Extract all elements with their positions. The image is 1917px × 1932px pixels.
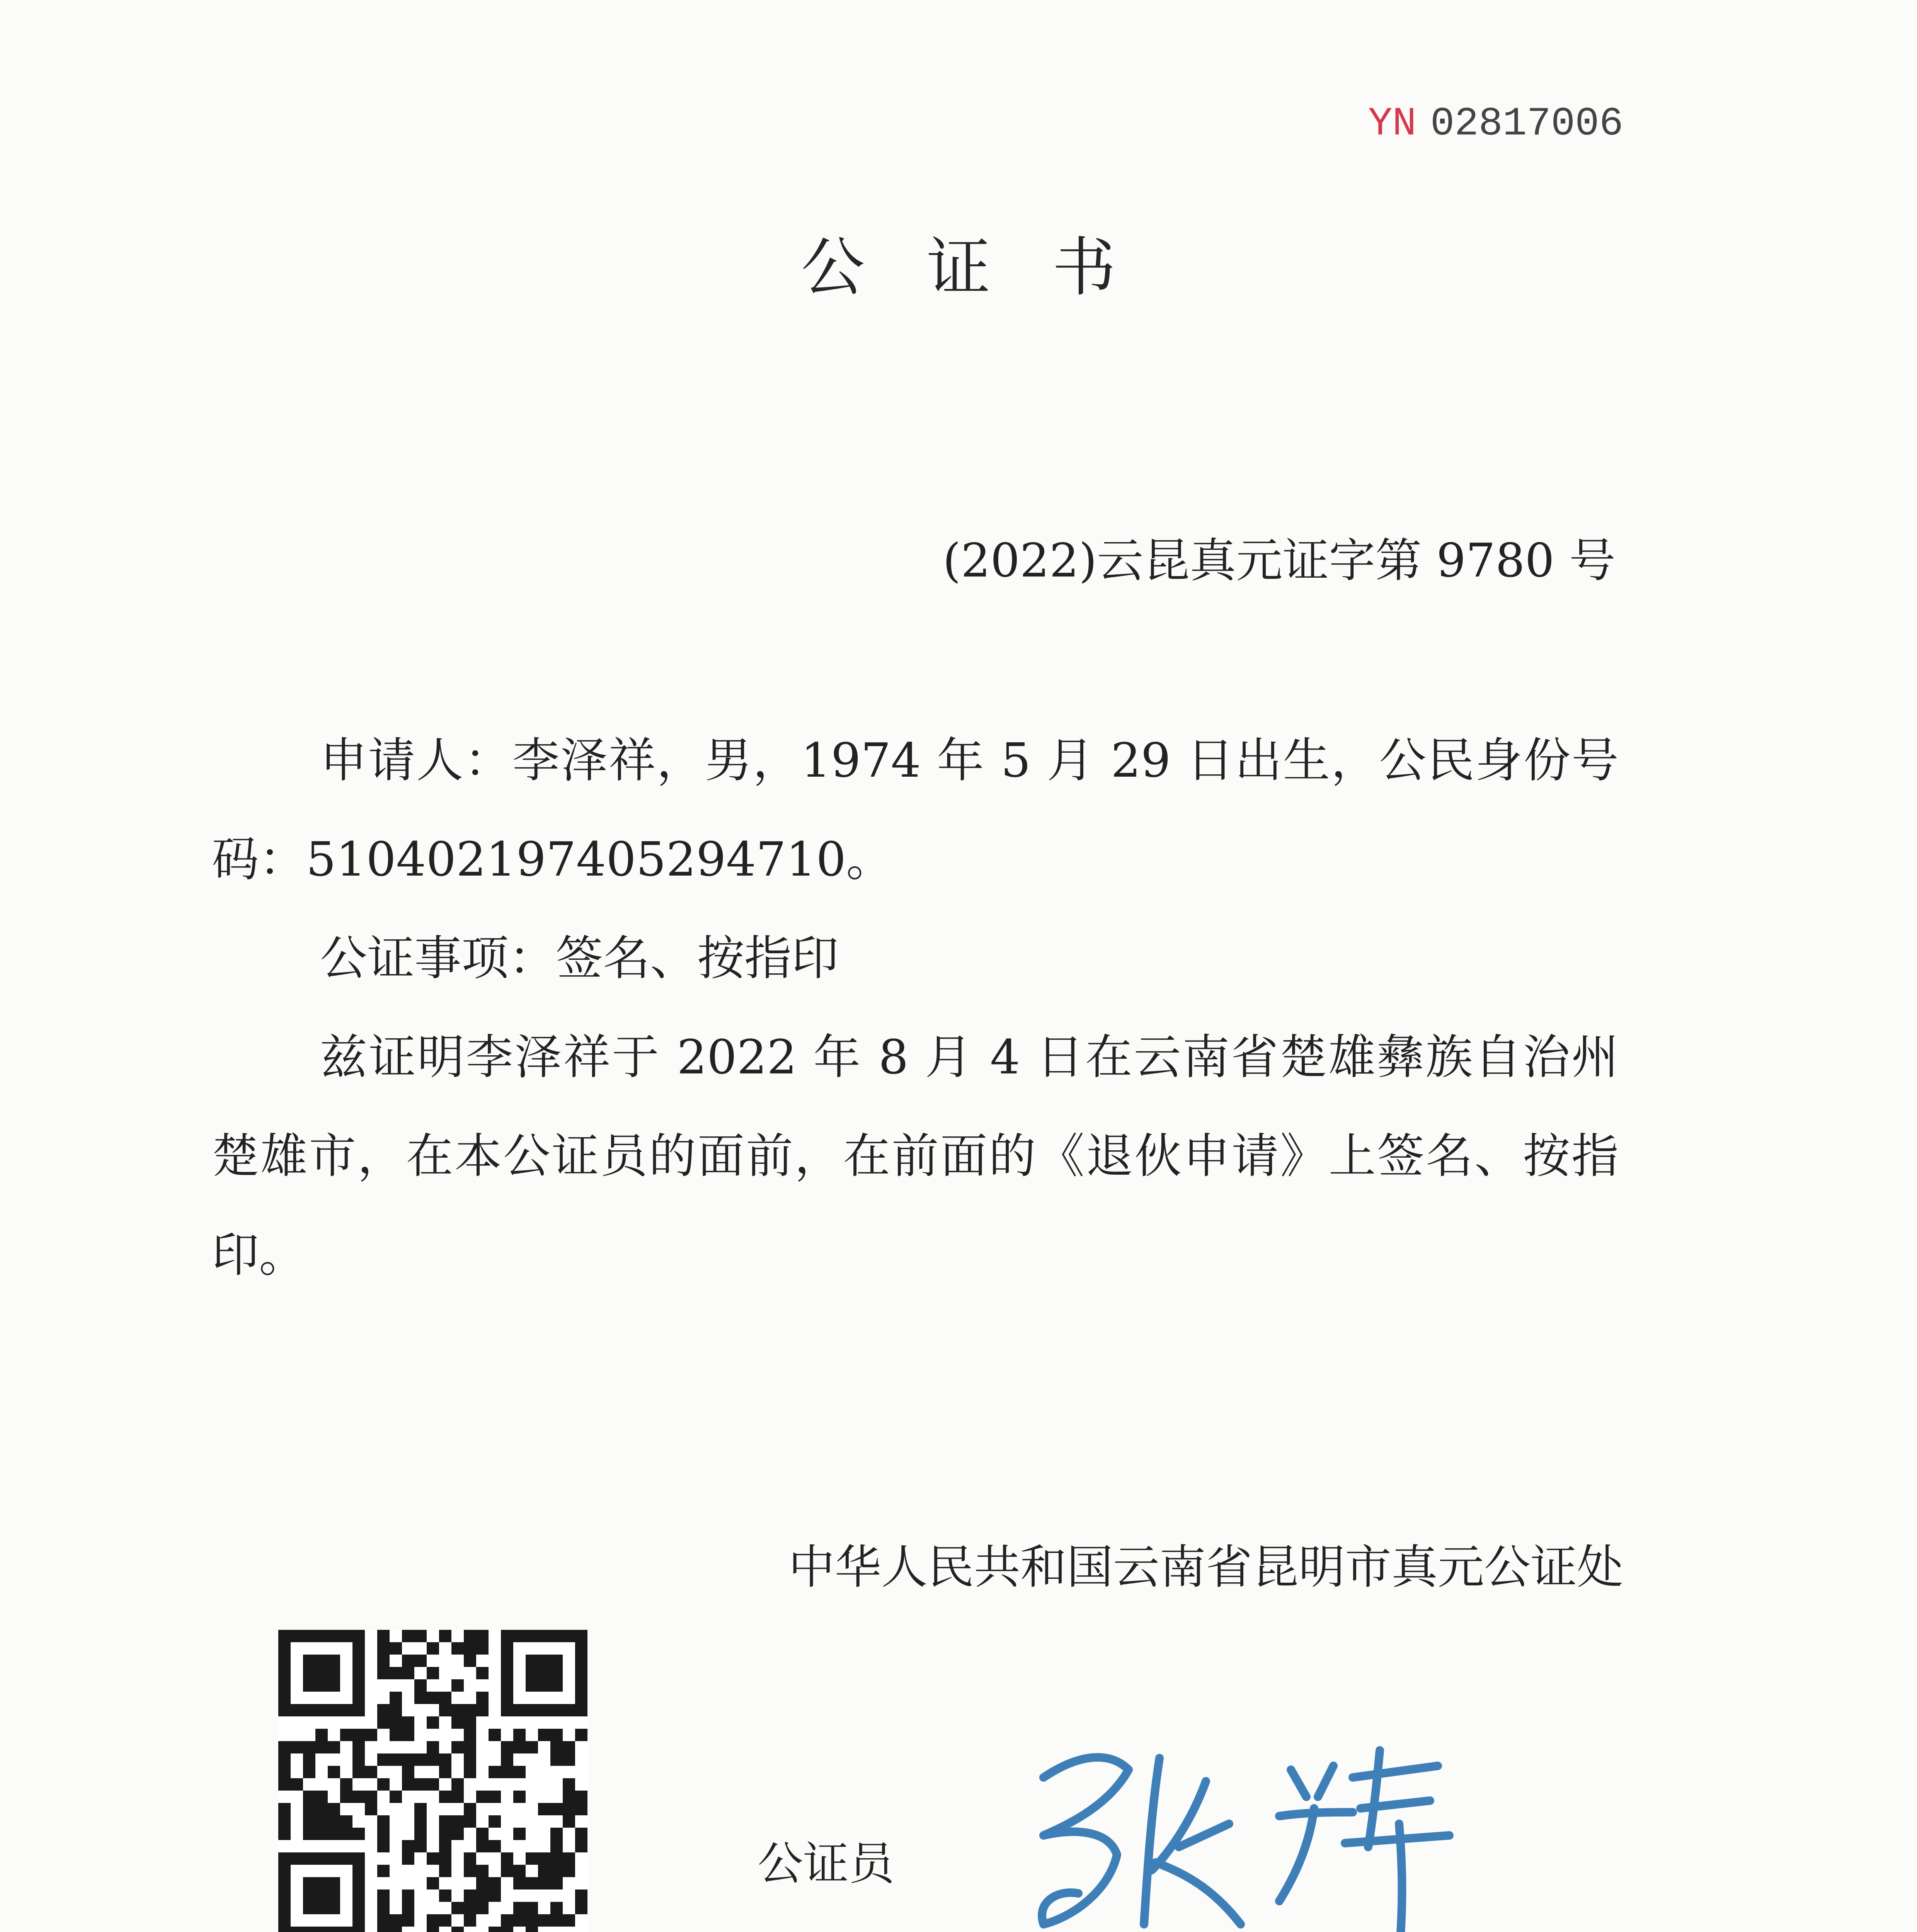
document-title: 公证书 bbox=[801, 230, 1178, 304]
notary-label: 公证员 bbox=[758, 1837, 895, 1890]
serial-number bbox=[1368, 101, 1623, 147]
reference-number: (2022)云昆真元证字第 9780 号 bbox=[943, 534, 1616, 588]
notary-signature bbox=[1013, 1708, 1469, 1932]
serial-prefix: YN bbox=[1368, 101, 1416, 147]
applicant-paragraph: 申请人：李泽祥，男，1974 年 5 月 29 日出生，公民身份号码：510402197405294710。 bbox=[212, 733, 1619, 887]
matter-paragraph: 公证事项：签名、按指印 bbox=[320, 931, 839, 986]
statement-paragraph: 兹证明李泽祥于 2022 年 8 月 4 日在云南省楚雄彝族自治州楚雄市，在本公证员的面前，在前面的《退伙申请》上签名、按指印。 bbox=[212, 1030, 1619, 1282]
qr-code-icon bbox=[278, 1630, 587, 1932]
notary-office: 中华人民共和国云南省昆明市真元公证处 bbox=[788, 1541, 1623, 1594]
serial-digits: 02817006 bbox=[1430, 101, 1624, 147]
